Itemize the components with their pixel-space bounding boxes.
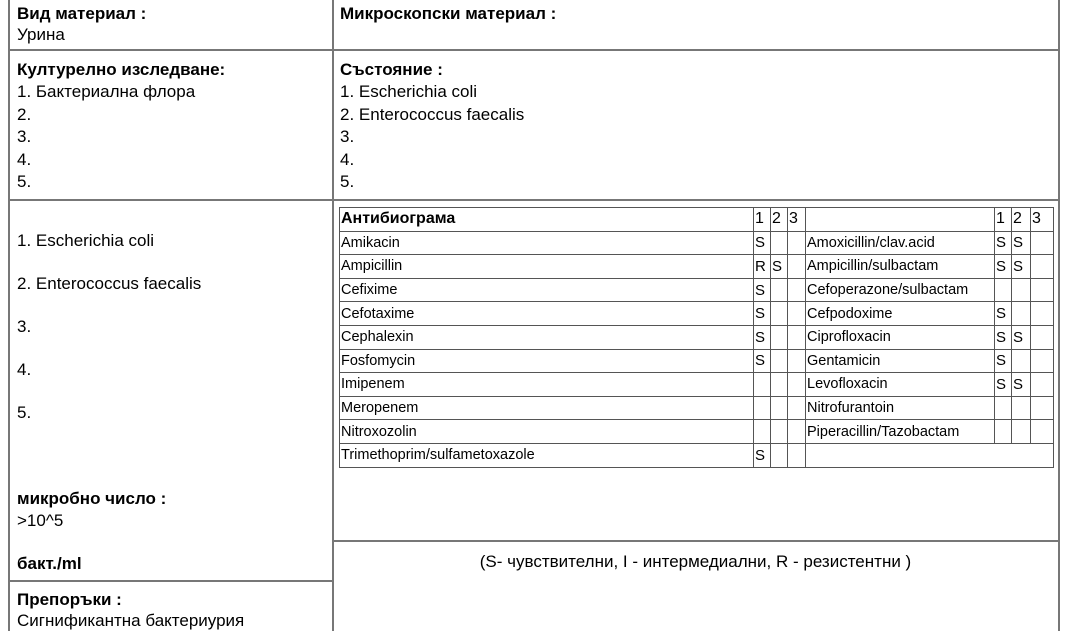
result-cell — [1031, 420, 1054, 444]
result-cell — [1031, 373, 1054, 397]
result-cell: S — [754, 349, 771, 373]
antibiotic-name: Meropenem — [340, 396, 754, 420]
result-cell — [995, 420, 1012, 444]
result-cell — [1031, 255, 1054, 279]
result-cell — [771, 349, 788, 373]
antibiotic-name: Cephalexin — [340, 325, 754, 349]
result-cell — [754, 373, 771, 397]
result-cell — [754, 396, 771, 420]
recommendations-value: Сигнификантна бактериурия — [17, 611, 245, 630]
material-cell — [8, 0, 334, 51]
antibiotic-row — [340, 302, 1054, 326]
organisms-cell — [8, 200, 334, 582]
result-cell — [788, 396, 806, 420]
column-header: 3 — [1031, 208, 1054, 232]
result-cell — [1012, 302, 1031, 326]
result-cell — [1012, 420, 1031, 444]
microbial-count-value: >10^5 — [17, 511, 64, 530]
material-label: Вид материал : — [17, 4, 147, 23]
antibiotic-name: Cefoperazone/sulbactam — [806, 278, 995, 302]
antibiotic-name: Fosfomycin — [340, 349, 754, 373]
result-cell: S — [995, 325, 1012, 349]
condition-item: 4. — [340, 149, 355, 169]
result-cell — [788, 231, 806, 255]
result-cell — [788, 325, 806, 349]
result-cell — [788, 255, 806, 279]
condition-list — [340, 81, 524, 194]
result-cell — [788, 443, 806, 467]
result-cell — [1031, 231, 1054, 255]
result-cell — [1031, 325, 1054, 349]
column-header: 1 — [995, 208, 1012, 232]
result-cell — [788, 349, 806, 373]
antibiotic-name: Levofloxacin — [806, 373, 995, 397]
result-cell — [1012, 396, 1031, 420]
result-cell — [771, 443, 788, 467]
microbial-count-label: микробно число : — [17, 489, 167, 508]
result-cell: R — [754, 255, 771, 279]
antibiotic-name: Cefixime — [340, 278, 754, 302]
organism-item: 5. — [17, 403, 32, 422]
result-cell — [1031, 396, 1054, 420]
culture-item: 5. — [17, 172, 32, 191]
antibiogram-title: Антибиограма — [340, 208, 754, 232]
antibiotic-name: Cefpodoxime — [806, 302, 995, 326]
microscopic-label: Микроскопски материал : — [340, 4, 557, 23]
result-cell: S — [995, 373, 1012, 397]
result-cell — [788, 302, 806, 326]
result-cell: S — [754, 443, 771, 467]
result-cell: S — [1012, 325, 1031, 349]
result-cell — [771, 302, 788, 326]
result-cell: S — [754, 325, 771, 349]
result-cell: S — [1012, 231, 1031, 255]
antibiotic-row — [340, 396, 1054, 420]
condition-item: 5. — [340, 172, 355, 191]
column-header: 3 — [788, 208, 806, 232]
condition-item: 1. Escherichia coli — [340, 82, 478, 101]
antibiotic-name: Gentamicin — [806, 349, 995, 373]
antibiotic-row — [340, 443, 1054, 467]
microscopic-cell — [333, 0, 1060, 51]
result-cell — [771, 373, 788, 397]
result-cell — [1031, 349, 1054, 373]
result-cell: S — [754, 278, 771, 302]
recommendations-right-cell — [333, 581, 1060, 631]
condition-cell — [333, 50, 1060, 201]
result-cell — [771, 396, 788, 420]
material-value: Урина — [17, 25, 65, 44]
organism-item: 4. — [17, 360, 32, 379]
antibiotic-row — [340, 231, 1054, 255]
result-cell: S — [771, 255, 788, 279]
result-cell — [1012, 278, 1031, 302]
result-cell: S — [754, 302, 771, 326]
result-cell — [788, 278, 806, 302]
antibiotic-row — [340, 278, 1054, 302]
culture-item: 4. — [17, 149, 32, 169]
result-cell: S — [754, 231, 771, 255]
antibiotic-name: Imipenem — [340, 373, 754, 397]
result-cell: S — [995, 349, 1012, 373]
culture-cell — [8, 50, 334, 201]
antibiotic-name: Ciprofloxacin — [806, 325, 995, 349]
result-cell: S — [1012, 255, 1031, 279]
antibiotic-row — [340, 325, 1054, 349]
result-cell — [771, 278, 788, 302]
column-header: 2 — [771, 208, 788, 232]
legend-text: (S- чувствителни, I - интермедиални, R - резистентни ) — [479, 552, 912, 571]
antibiotic-name: Cefotaxime — [340, 302, 754, 326]
antibiogram-table — [339, 207, 1054, 468]
culture-list — [17, 81, 195, 194]
antibiotic-row — [340, 420, 1054, 444]
condition-item: 2. Enterococcus faecalis — [340, 104, 525, 124]
antibiotic-row — [340, 373, 1054, 397]
antibiotic-name: Amikacin — [340, 231, 754, 255]
condition-label: Състояние : — [340, 60, 443, 79]
result-cell: S — [995, 302, 1012, 326]
antibiogram-header-row — [340, 208, 1054, 232]
organism-item: 2. Enterococcus faecalis — [17, 274, 202, 293]
antibiotic-name: Nitrofurantoin — [806, 396, 995, 420]
antibiotic-name: Piperacillin/Tazobactam — [806, 420, 995, 444]
antibiotic-name: Ampicillin — [340, 255, 754, 279]
column-header: 2 — [1012, 208, 1031, 232]
condition-item: 3. — [340, 127, 355, 146]
culture-label: Културелно изследване: — [17, 60, 226, 79]
result-cell — [788, 420, 806, 444]
empty-cell — [806, 443, 1054, 467]
legend-cell — [333, 540, 1060, 582]
culture-item: 2. — [17, 104, 32, 124]
antibiotic-name: Nitroxozolin — [340, 420, 754, 444]
result-cell — [995, 396, 1012, 420]
result-cell — [995, 278, 1012, 302]
result-cell — [771, 325, 788, 349]
organism-item: 3. — [17, 317, 32, 336]
culture-item: 3. — [17, 127, 32, 146]
result-cell — [1031, 302, 1054, 326]
recommendations-cell — [8, 581, 334, 631]
result-cell: S — [995, 255, 1012, 279]
result-cell — [754, 420, 771, 444]
antibiotic-name: Amoxicillin/clav.acid — [806, 231, 995, 255]
culture-item: 1. Бактериална флора — [17, 82, 196, 101]
antibiotic-name: Trimethoprim/sulfametoxazole — [340, 443, 754, 467]
antibiotic-row — [340, 255, 1054, 279]
result-cell: S — [1012, 373, 1031, 397]
result-cell — [1012, 349, 1031, 373]
result-cell: S — [995, 231, 1012, 255]
empty-header-cell — [806, 208, 995, 232]
antibiotic-name: Ampicillin/sulbactam — [806, 255, 995, 279]
result-cell — [1031, 278, 1054, 302]
column-header: 1 — [754, 208, 771, 232]
unit-label: бакт./ml — [17, 554, 82, 573]
organism-item: 1. Escherichia coli — [17, 231, 155, 250]
antibiotic-row — [340, 349, 1054, 373]
result-cell — [788, 373, 806, 397]
result-cell — [771, 231, 788, 255]
recommendations-label: Препоръки : — [17, 590, 122, 609]
result-cell — [771, 420, 788, 444]
